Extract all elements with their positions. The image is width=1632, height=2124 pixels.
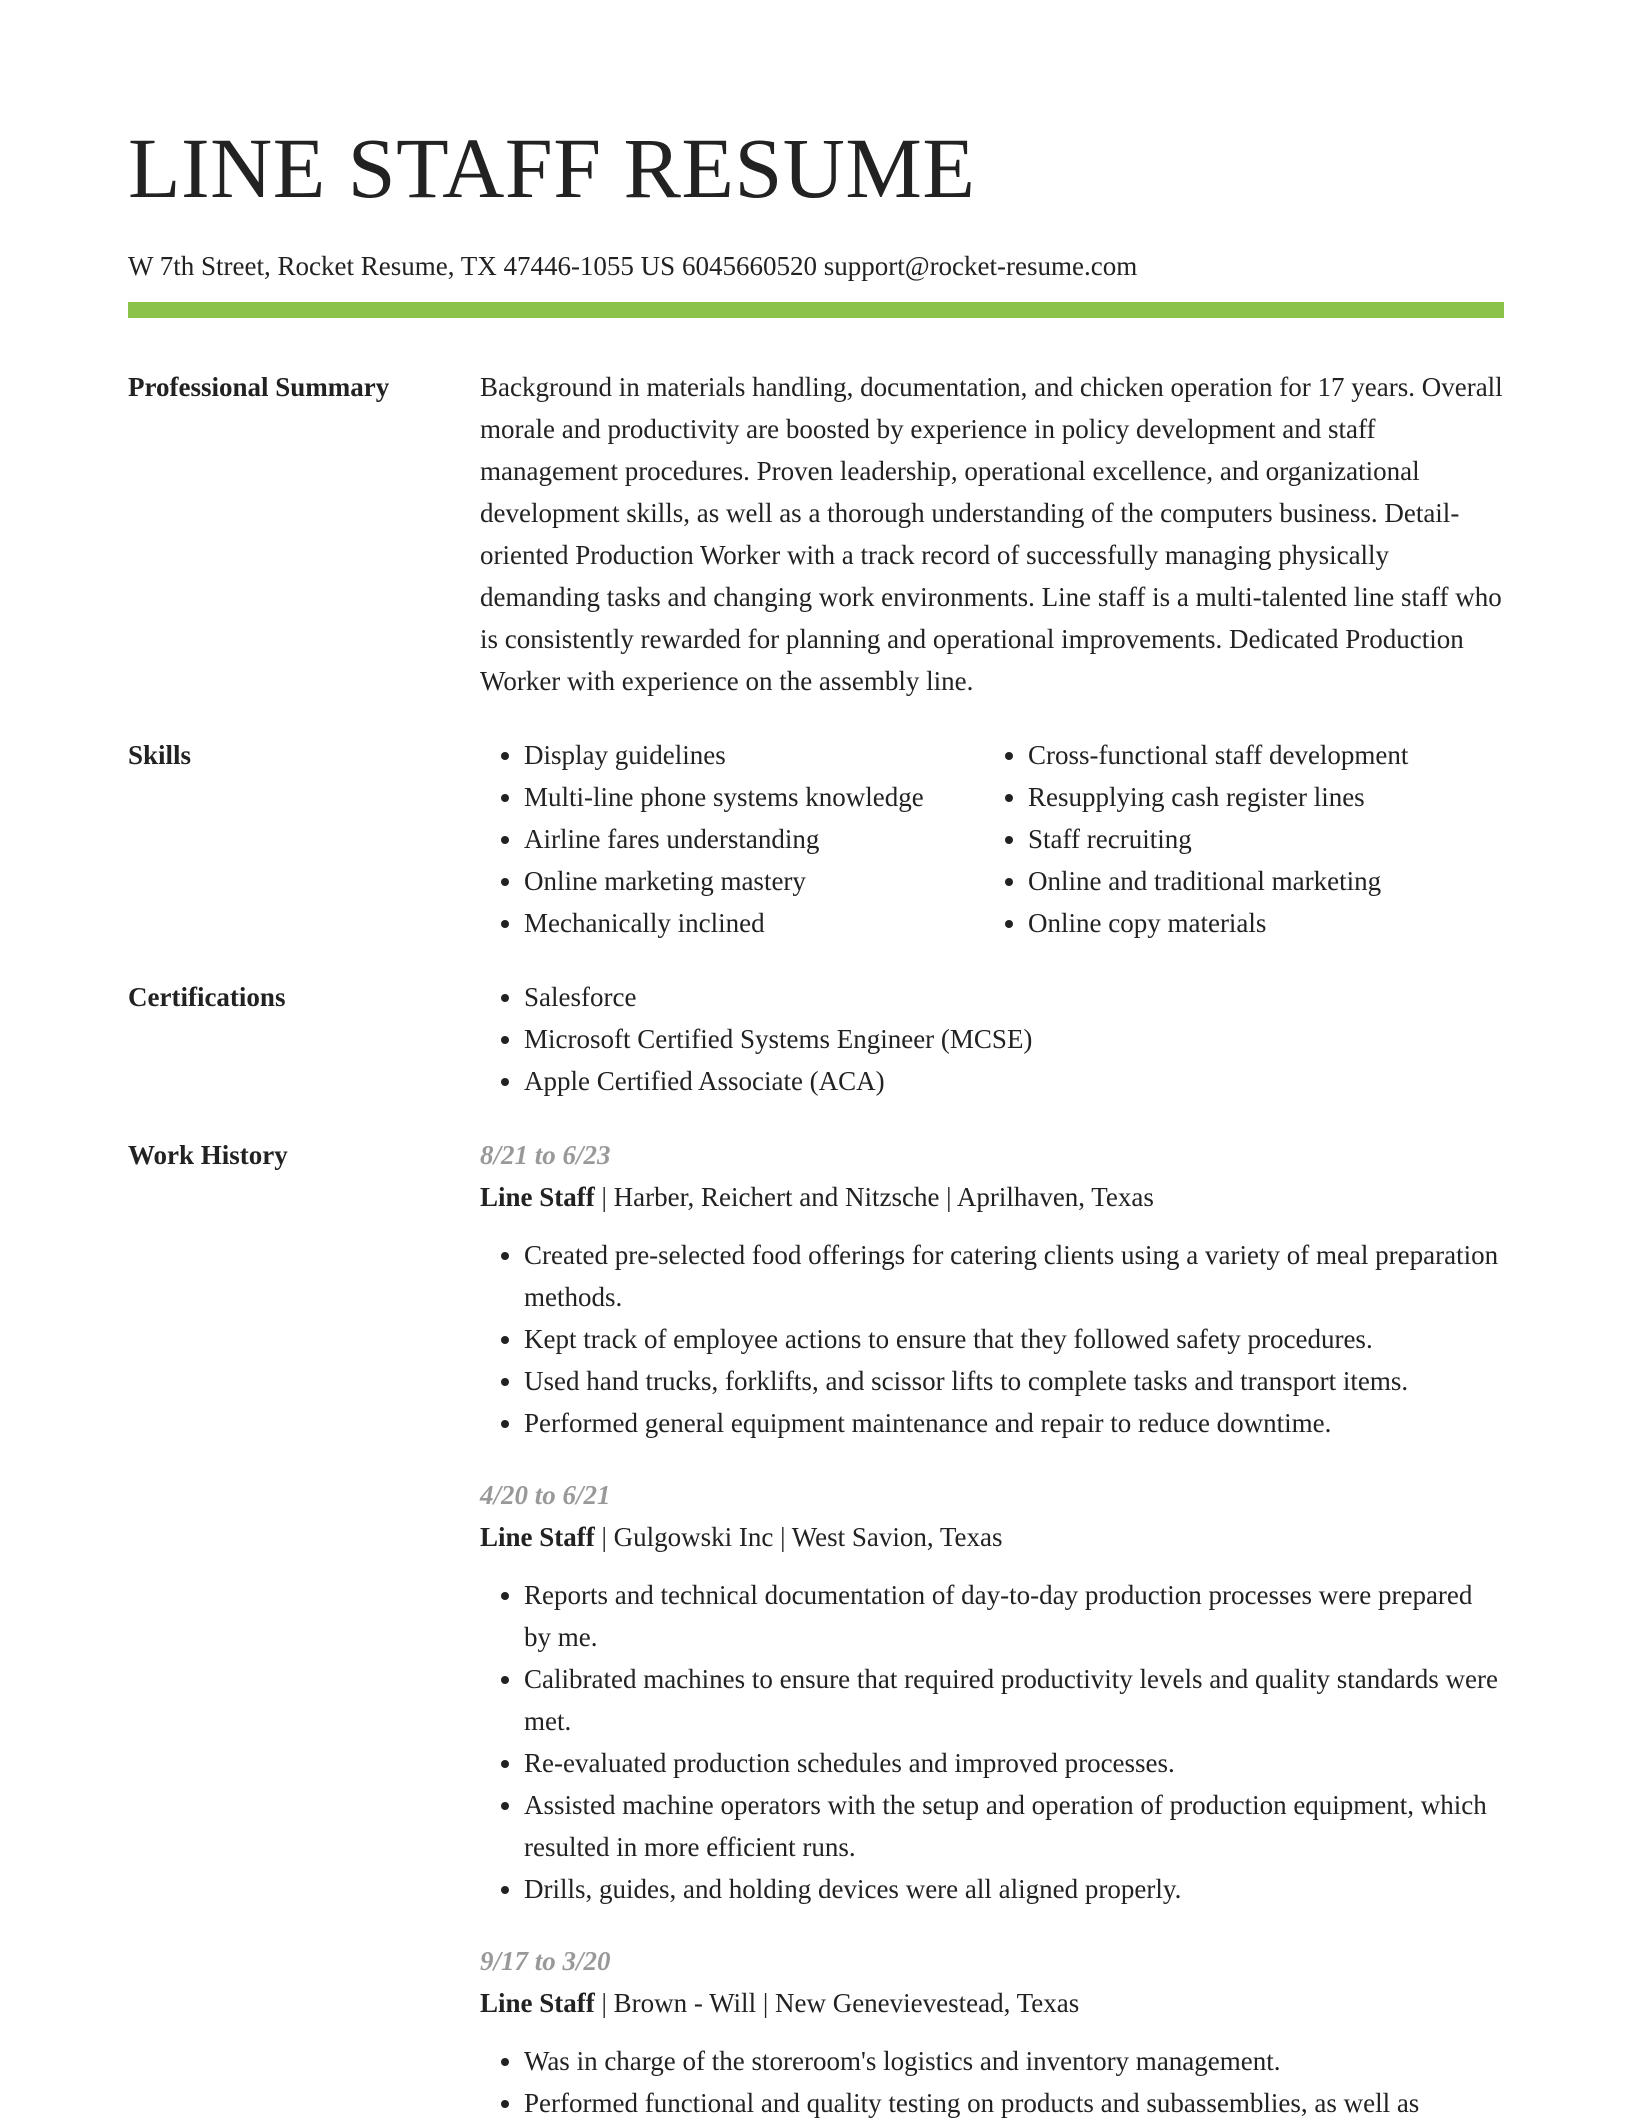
skill-item: • Multi-line phone systems knowledge bbox=[524, 776, 984, 818]
job-bullet: • Calibrated machines to ensure that required productivity levels and quality standards were met. bbox=[524, 1658, 1504, 1742]
contact-line: W 7th Street, Rocket Resume, TX 47446-1055 US 6045660520 support@rocket-resume.com bbox=[128, 251, 1138, 281]
work-history-body bbox=[480, 1134, 1504, 2124]
certifications-label: Certifications bbox=[128, 982, 286, 1012]
job-entry bbox=[480, 1134, 1504, 1444]
job-bullet: • Kept track of employee actions to ensure that they followed safety procedures. bbox=[524, 1318, 1504, 1360]
certifications-body bbox=[480, 976, 1504, 1102]
accent-divider bbox=[128, 302, 1504, 318]
skill-item: • Airline fares understanding bbox=[524, 818, 984, 860]
certification-item: • Salesforce bbox=[524, 976, 1504, 1018]
skill-item: • Cross-functional staff development bbox=[1028, 734, 1548, 776]
certification-item: • Microsoft Certified Systems Engineer (MCSE) bbox=[524, 1018, 1504, 1060]
job-bullets bbox=[480, 1574, 1504, 1910]
skill-item: • Resupplying cash register lines bbox=[1028, 776, 1548, 818]
job-bullets bbox=[480, 1234, 1504, 1444]
summary-text: Background in materials handling, documentation, and chicken operation for 17 years. Overall morale and productivity are boosted by experience in policy development and staff management procedures. Proven leadership, operational excellence, and organizational development skills, as well as a thorough understanding of the computers business. Detail-oriented Production Worker with a track record of successfully managing physically demanding tasks and changing work environments. Line staff is a multi-talented line staff who is consistently rewarded for planning and operational improvements. Dedicated Production Worker with experience on the assembly line. bbox=[480, 372, 1503, 696]
skill-item: • Online and traditional marketing bbox=[1028, 860, 1548, 902]
job-dates: 9/17 to 3/20 bbox=[480, 1946, 611, 1976]
skill-item: • Online copy materials bbox=[1028, 902, 1548, 944]
skill-item: • Mechanically inclined bbox=[524, 902, 984, 944]
skills-list-right bbox=[984, 734, 1548, 944]
job-dates: 4/20 to 6/21 bbox=[480, 1480, 611, 1510]
job-title: Line Staff bbox=[480, 1988, 595, 2018]
job-title: Line Staff bbox=[480, 1522, 595, 1552]
summary-body bbox=[480, 366, 1504, 702]
summary-label: Professional Summary bbox=[128, 372, 390, 402]
skills-grid bbox=[480, 734, 1504, 944]
resume-page bbox=[128, 0, 1504, 2124]
job-details: | Harber, Reichert and Nitzsche | Aprilhaven, Texas bbox=[594, 1182, 1154, 1212]
skills-label: Skills bbox=[128, 740, 192, 770]
job-bullet: • Used hand trucks, forklifts, and scissor lifts to complete tasks and transport items. bbox=[524, 1360, 1504, 1402]
certifications-section bbox=[128, 976, 1504, 1102]
job-heading bbox=[480, 1176, 1504, 1218]
job-entry bbox=[480, 1474, 1504, 1910]
skill-item: • Online marketing mastery bbox=[524, 860, 984, 902]
job-bullet: • Re-evaluated production schedules and improved processes. bbox=[524, 1742, 1504, 1784]
job-bullet: • Performed functional and quality testing on products and subassemblies, as well as bbox=[524, 2082, 1504, 2124]
job-bullet: • Reports and technical documentation of day-to-day production processes were prepared by me. bbox=[524, 1574, 1504, 1658]
job-heading bbox=[480, 1982, 1504, 2024]
page-title: LINE STAFF RESUME bbox=[128, 120, 976, 216]
certification-item: • Apple Certified Associate (ACA) bbox=[524, 1060, 1504, 1102]
job-bullet: • Performed general equipment maintenance and repair to reduce downtime. bbox=[524, 1402, 1504, 1444]
job-bullets bbox=[480, 2040, 1504, 2124]
skill-item: • Staff recruiting bbox=[1028, 818, 1548, 860]
job-entry bbox=[480, 1940, 1504, 2124]
job-title: Line Staff bbox=[480, 1182, 595, 1212]
work-history-section bbox=[128, 1134, 1504, 2124]
skill-item: • Display guidelines bbox=[524, 734, 984, 776]
certifications-list bbox=[480, 976, 1504, 1102]
job-details: | Gulgowski Inc | West Savion, Texas bbox=[594, 1522, 1003, 1552]
job-bullet: • Drills, guides, and holding devices were all aligned properly. bbox=[524, 1868, 1504, 1910]
job-bullet: • Created pre-selected food offerings for catering clients using a variety of meal preparation methods. bbox=[524, 1234, 1504, 1318]
job-details: | Brown - Will | New Genevievestead, Texas bbox=[594, 1988, 1080, 2018]
job-bullet: • Assisted machine operators with the setup and operation of production equipment, which resulted in more efficient runs. bbox=[524, 1784, 1504, 1868]
summary-section bbox=[128, 366, 1504, 702]
work-history-label: Work History bbox=[128, 1140, 288, 1170]
skills-section bbox=[128, 734, 1504, 944]
skills-list-left bbox=[480, 734, 984, 944]
job-heading bbox=[480, 1516, 1504, 1558]
job-dates: 8/21 to 6/23 bbox=[480, 1140, 611, 1170]
job-bullet: • Was in charge of the storeroom's logistics and inventory management. bbox=[524, 2040, 1504, 2082]
